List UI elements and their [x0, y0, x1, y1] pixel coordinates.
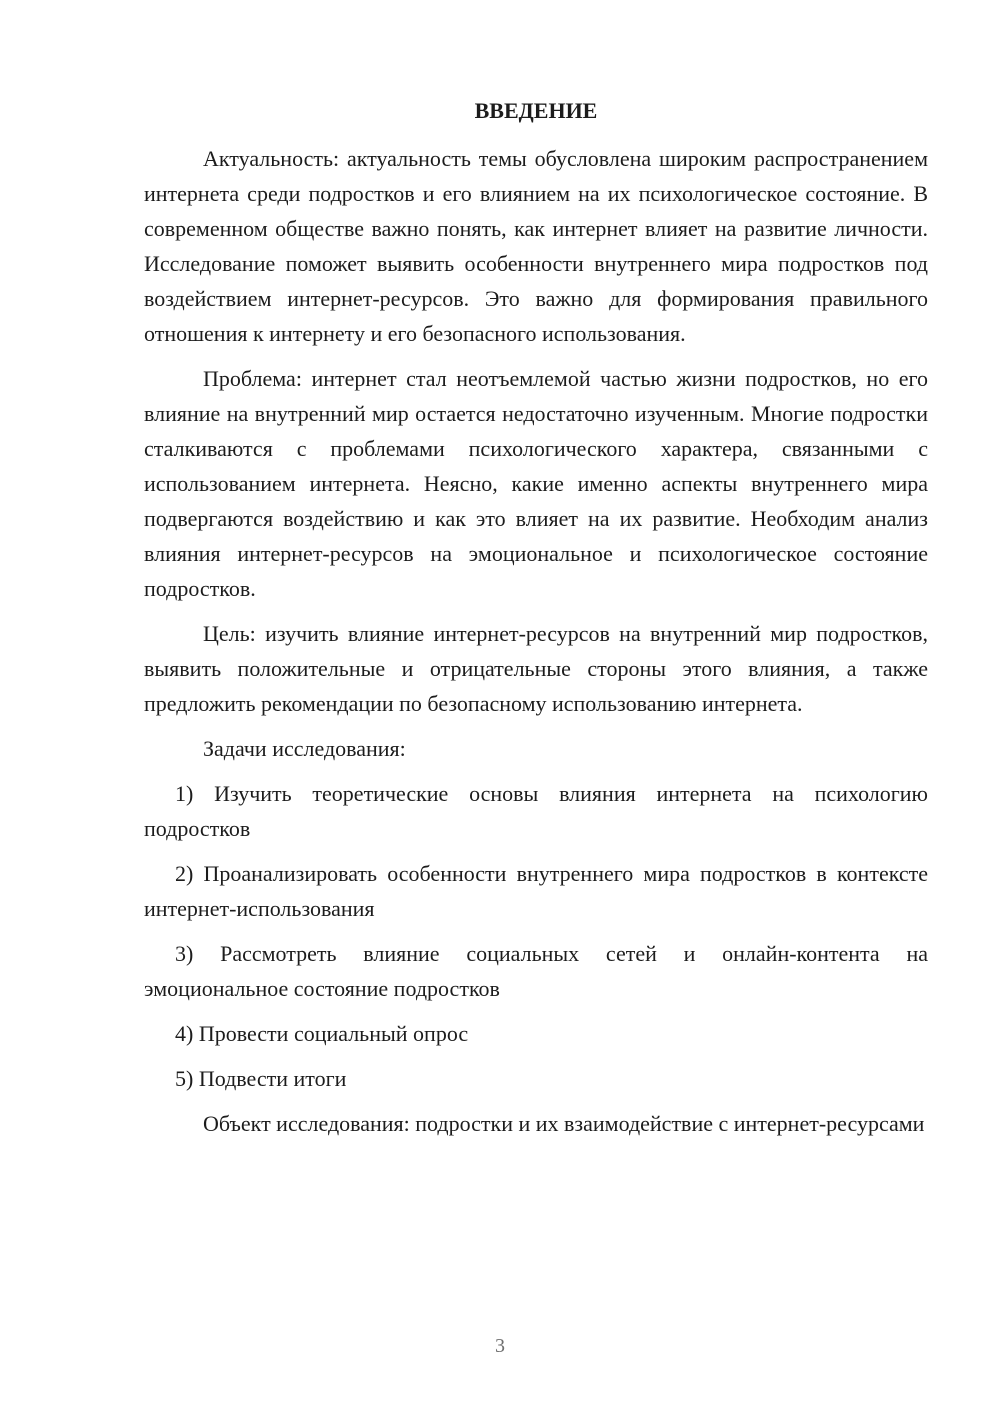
- problem-paragraph: Проблема: интернет стал неотъемлемой частью жизни подростков, но его влияние на внутренний мир остается недостаточно изученным. Многие подростки сталкиваются с проблемами психологического характера, связанными с использованием интернета. Неясно, какие именно аспекты внутреннего мира подвергаются воздействию и как это влияет на их развитие. Необходим анализ влияния интернет-ресурсов на эмоциональное и психологическое состояние подростков.: [144, 366, 928, 601]
- tasks-heading: Задачи исследования:: [203, 736, 406, 761]
- page-content: [144, 96, 928, 1141]
- goal-paragraph: Цель: изучить влияние интернет-ресурсов на внутренний мир подростков, выявить положительные и отрицательные стороны этого влияния, а также предложить рекомендации по безопасному использованию интернета.: [144, 621, 928, 716]
- task-item-2: 2) Проанализировать особенности внутреннего мира подростков в контексте интернет-использования: [144, 861, 928, 921]
- task-item-3: 3) Рассмотреть влияние социальных сетей и онлайн-контента на эмоциональное состояние подростков: [144, 941, 928, 1001]
- object-paragraph: Объект исследования: подростки и их взаимодействие с интернет-ресурсами: [203, 1111, 925, 1136]
- task-item-5: 5) Подвести итоги: [175, 1066, 347, 1091]
- task-item-1: 1) Изучить теоретические основы влияния интернета на психологию подростков: [144, 781, 928, 841]
- page-title: ВВЕДЕНИЕ: [474, 98, 598, 123]
- task-item-4: 4) Провести социальный опрос: [175, 1021, 469, 1046]
- relevance-paragraph: Актуальность: актуальность темы обусловлена широким распространением интернета среди подростков и его влиянием на их психологическое состояние. В современном обществе важно понять, как интернет влияет на развитие личности. Исследование поможет выявить особенности внутреннего мира подростков под воздействием интернет-ресурсов. Это важно для формирования правильного отношения к интернету и его безопасного использования.: [144, 146, 928, 346]
- page-number: 3: [495, 1335, 505, 1357]
